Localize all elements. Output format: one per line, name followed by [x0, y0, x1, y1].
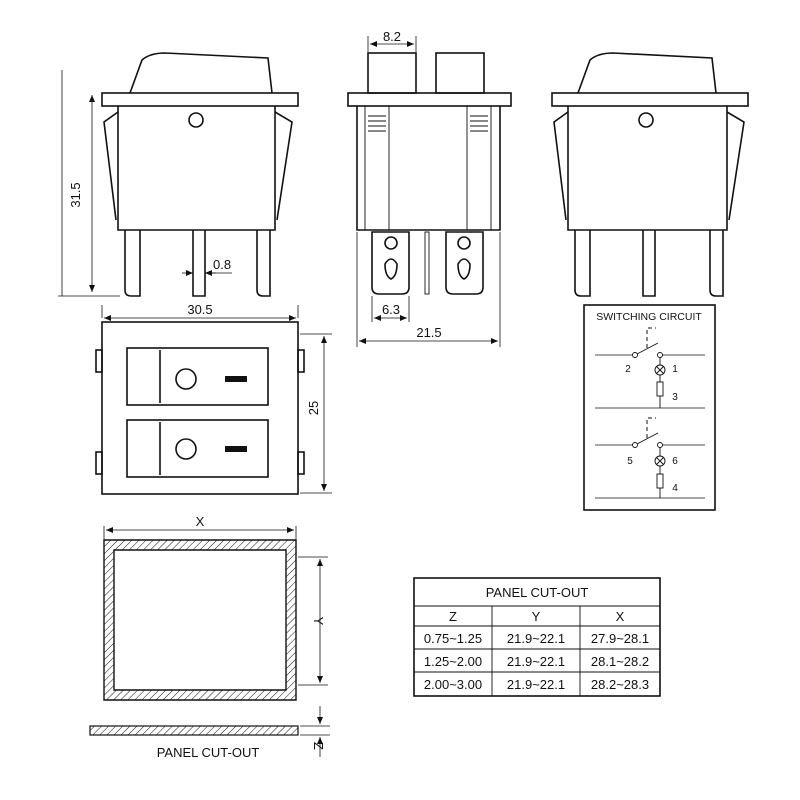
dim-front-height-label: 25 — [306, 400, 321, 416]
table-cell: 28.1~28.2 — [590, 654, 650, 669]
cutout-caption: PANEL CUT-OUT — [156, 745, 260, 760]
table-cell: 21.9~22.1 — [506, 677, 566, 692]
side-view-right — [552, 53, 748, 296]
on-symbol-upper — [225, 376, 247, 382]
cutout-x-label: X — [195, 514, 205, 529]
table-cell: 2.00~3.00 — [423, 677, 483, 692]
pin-3-label: 3 — [672, 392, 678, 403]
table-title: PANEL CUT-OUT — [485, 585, 589, 600]
dim-height-label: 31.5 — [68, 182, 83, 208]
panel-cutout-drawing — [90, 514, 330, 760]
table-header-x: X — [615, 609, 625, 624]
mounting-hole — [189, 113, 203, 127]
table-cell: 27.9~28.1 — [590, 631, 650, 646]
table-header-y: Y — [531, 609, 541, 624]
side-view-middle — [348, 29, 511, 347]
pin-5-label: 5 — [627, 456, 633, 467]
switching-circuit — [584, 305, 715, 510]
off-symbol-lower — [176, 439, 196, 459]
front-view — [96, 302, 332, 494]
off-symbol-upper — [176, 369, 196, 389]
dim-terminal-spacing-label: 6.3 — [381, 302, 401, 317]
table-header-z: Z — [449, 609, 457, 624]
panel-cutout-table — [414, 578, 660, 696]
table-cell: 0.75~1.25 — [423, 631, 483, 646]
dim-terminal-width-label: 0.8 — [213, 257, 232, 272]
table-cell: 21.9~22.1 — [506, 631, 566, 646]
dim-depth-label: 21.5 — [416, 325, 442, 340]
pin-4-label: 4 — [672, 483, 678, 494]
cutout-y-label: Y — [311, 616, 326, 626]
table-cell: 21.9~22.1 — [506, 654, 566, 669]
pin-6-label: 6 — [672, 456, 678, 467]
pin-2-label: 2 — [625, 364, 631, 375]
switching-circuit-title: SWITCHING CIRCUIT — [596, 311, 702, 323]
pin-1-label: 1 — [672, 364, 678, 375]
cutout-z-label: Z — [311, 742, 326, 750]
side-view-left — [58, 53, 298, 296]
table-cell: 1.25~2.00 — [423, 654, 483, 669]
dim-top-width-label: 8.2 — [382, 29, 402, 44]
table-cell: 28.2~28.3 — [590, 677, 650, 692]
dim-front-width-label: 30.5 — [187, 302, 213, 317]
on-symbol-lower — [225, 446, 247, 452]
